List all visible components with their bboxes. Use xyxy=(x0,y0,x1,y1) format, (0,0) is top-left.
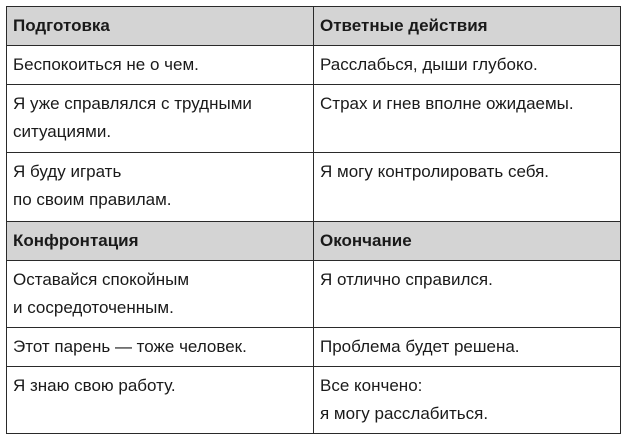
header-cell xyxy=(314,7,621,46)
table-cell xyxy=(7,153,314,222)
table-row xyxy=(7,261,621,328)
cell-line: Я знаю свою работу. xyxy=(13,376,176,395)
cell-line: Я буду играть xyxy=(13,162,122,181)
cell-line: Все кончено: xyxy=(320,376,423,395)
table-row xyxy=(7,46,621,85)
table-cell xyxy=(7,85,314,153)
cell-line: Я отлично справился. xyxy=(320,270,493,289)
table-cell xyxy=(7,261,314,328)
table-cell xyxy=(314,46,621,85)
table-row xyxy=(7,85,621,153)
table-header-row xyxy=(7,222,621,261)
table-row xyxy=(7,328,621,367)
table-cell xyxy=(314,153,621,222)
table-cell xyxy=(314,85,621,153)
cell-line: Этот парень — тоже человек. xyxy=(13,337,247,356)
table-cell xyxy=(314,261,621,328)
table-row xyxy=(7,367,621,434)
table-cell xyxy=(7,328,314,367)
self-talk-table xyxy=(6,6,621,434)
cell-line: Проблема будет решена. xyxy=(320,337,520,356)
header-ending: Окончание xyxy=(320,231,412,250)
table-cell xyxy=(7,46,314,85)
table-cell xyxy=(314,367,621,434)
cell-line: Расслабься, дыши глубоко. xyxy=(320,55,538,74)
cell-line: Я уже справлялся с трудными xyxy=(13,94,252,113)
table-cell xyxy=(314,328,621,367)
cell-line: и сосредоточенным. xyxy=(13,298,174,317)
header-preparation: Подготовка xyxy=(13,16,110,35)
header-response-actions: Ответные действия xyxy=(320,16,488,35)
cell-line: ситуациями. xyxy=(13,122,112,141)
table-header-row xyxy=(7,7,621,46)
header-cell xyxy=(7,7,314,46)
header-confrontation: Конфронтация xyxy=(13,231,139,250)
cell-line: Беспокоиться не о чем. xyxy=(13,55,199,74)
header-cell xyxy=(314,222,621,261)
header-cell xyxy=(7,222,314,261)
cell-line: я могу расслабиться. xyxy=(320,404,489,423)
cell-line: Оставайся спокойным xyxy=(13,270,190,289)
cell-line: Страх и гнев вполне ожидаемы. xyxy=(320,94,574,113)
table-row xyxy=(7,153,621,222)
cell-line: по своим правилам. xyxy=(13,190,172,209)
table-cell xyxy=(7,367,314,434)
cell-line: Я могу контролировать себя. xyxy=(320,162,550,181)
